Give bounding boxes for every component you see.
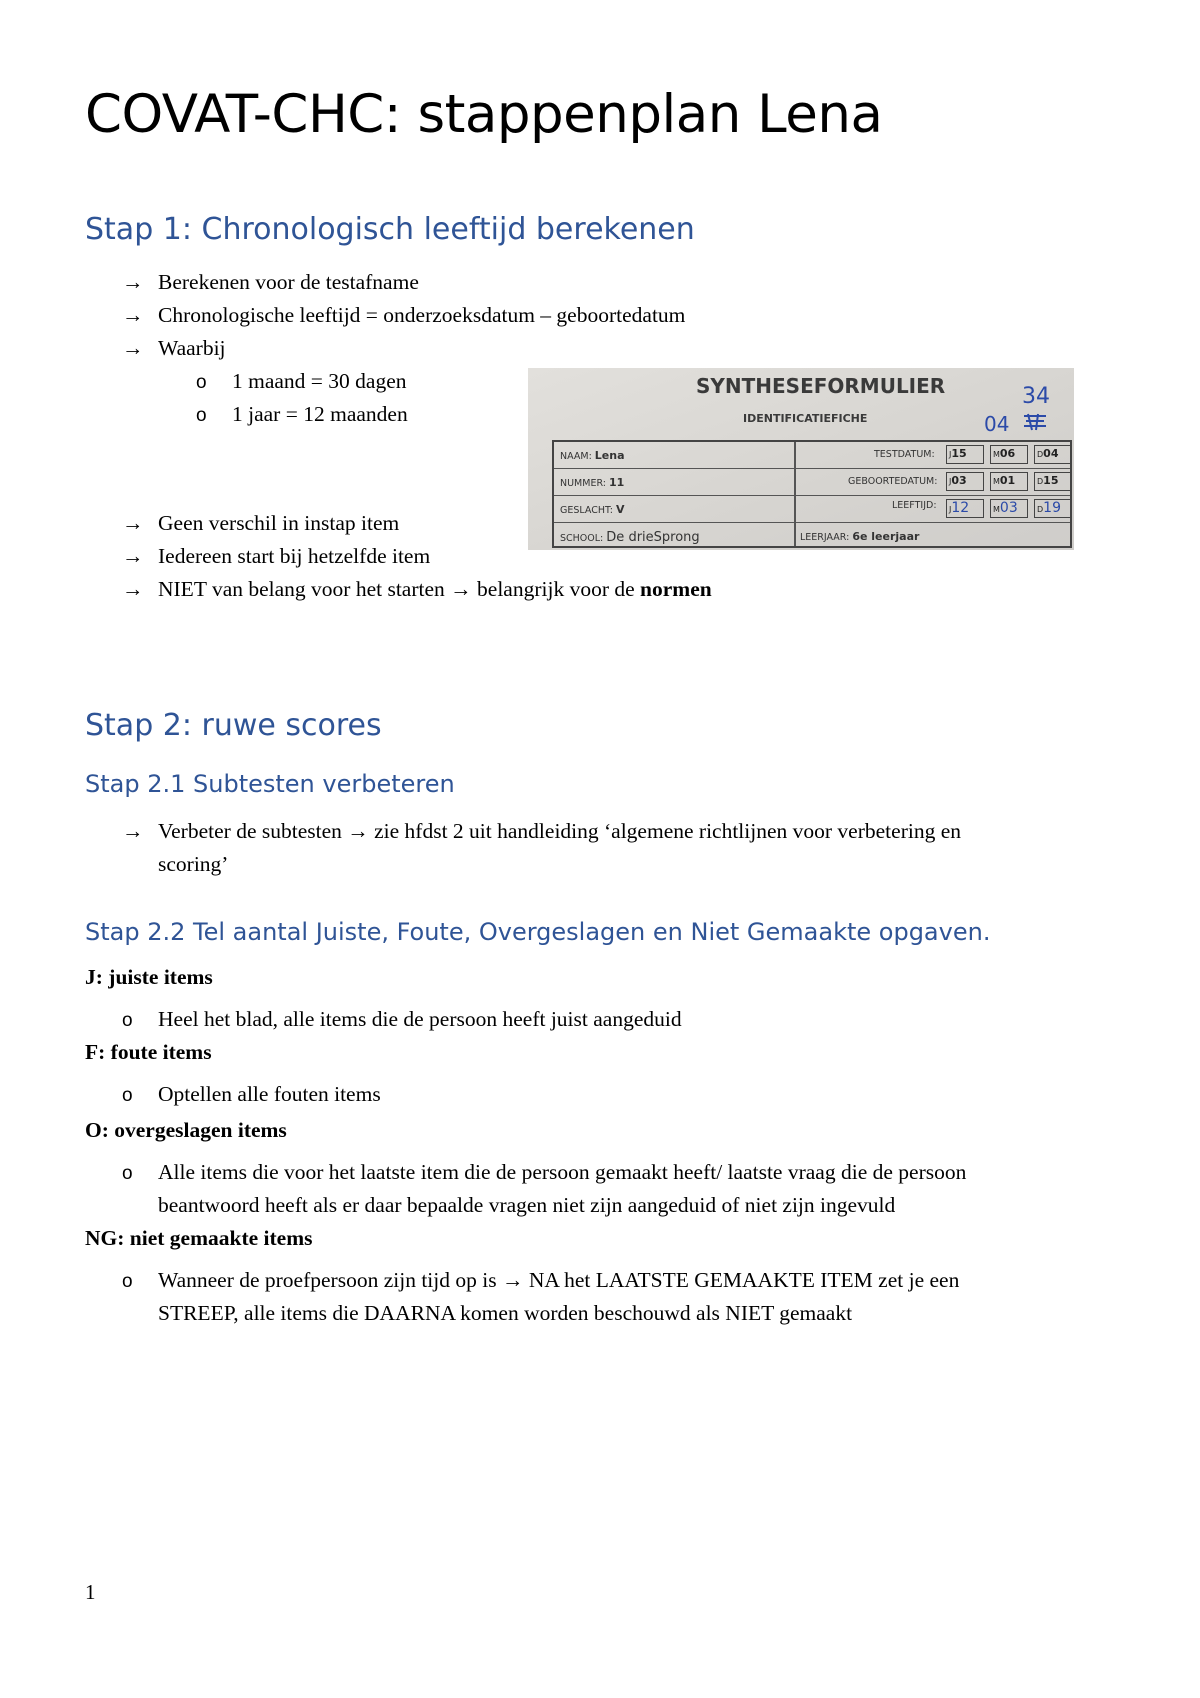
list-item-text: Iedereen start bij hetzelfde item: [158, 544, 431, 568]
sub-list-item: [196, 365, 407, 399]
arrow-icon: →: [122, 303, 144, 327]
form-box: J03: [946, 472, 984, 491]
sub-list-item: [196, 398, 408, 432]
list-item-text: NIET van belang voor het starten → belangrijk voor de: [158, 577, 641, 601]
sub-list-item-continuation: STREEP, alle items die DAARNA komen worden beschouwd als NIET gemaakt: [158, 1301, 853, 1325]
sub-list-item: [122, 1078, 381, 1112]
circle-bullet-icon: o: [122, 1271, 133, 1292]
form-row: [554, 469, 1070, 496]
handwritten-34: 34: [1022, 384, 1050, 409]
circle-bullet-icon: o: [196, 372, 207, 393]
label-juiste-items: J: juiste items: [85, 965, 213, 989]
form-row: [554, 496, 1070, 523]
list-item-text: Berekenen voor de testafname: [158, 270, 419, 294]
list-item-continuation: scoring’: [158, 852, 229, 876]
syntheseformulier-photo: [528, 368, 1074, 550]
scribble-icon: [1022, 412, 1048, 432]
sub-list-item-text: Wanneer de proefpersoon zijn tijd op is → NA het LAATSTE GEMAAKTE ITEM zet je een: [158, 1268, 960, 1292]
list-item-text: Verbeter de subtesten → zie hfdst 2 uit handleiding ‘algemene richtlijnen voor verbetering en: [158, 819, 961, 843]
sub-list-item-continuation: beantwoord heeft als er daar bepaalde vragen niet zijn aangeduid of niet zijn ingevuld: [158, 1193, 896, 1217]
form-subtitle: IDENTIFICATIEFICHE: [743, 412, 868, 425]
arrow-icon: →: [122, 511, 144, 535]
form-box: J12: [946, 499, 984, 518]
form-title: SYNTHESEFORMULIER: [696, 374, 946, 398]
form-label: LEERJAAR: 6e leerjaar: [800, 530, 920, 543]
sub-list-item-text: 1 maand = 30 dagen: [232, 369, 407, 393]
form-label: LEEFTIJD:: [892, 500, 937, 511]
list-item: [122, 540, 430, 573]
list-item: [122, 507, 399, 540]
arrow-icon: →: [122, 819, 144, 843]
sub-list-item-text: Alle items die voor het laatste item die de persoon gemaakt heeft/ laatste vraag die de persoon: [158, 1160, 967, 1184]
arrow-icon: →: [122, 336, 144, 360]
arrow-icon: →: [122, 544, 144, 568]
label-niet-gemaakte-items: NG: niet gemaakte items: [85, 1226, 313, 1250]
form-box: D04: [1034, 445, 1072, 464]
heading-stap-2-2: Stap 2.2 Tel aantal Juiste, Foute, Overgeslagen en Niet Gemaakte opgaven.: [85, 918, 991, 946]
circle-bullet-icon: o: [122, 1163, 133, 1184]
label-foute-items: F: foute items: [85, 1040, 212, 1064]
circle-bullet-icon: o: [122, 1085, 133, 1106]
sub-list-item-text: Optellen alle fouten items: [158, 1082, 381, 1106]
list-item: [122, 815, 961, 848]
list-item-text: Waarbij: [158, 336, 226, 360]
list-item: [122, 332, 226, 365]
sub-list-item-text: Heel het blad, alle items die de persoon heeft juist aangeduid: [158, 1007, 682, 1031]
form-box: M01: [990, 472, 1028, 491]
form-row: [554, 523, 1070, 550]
page-number: 1: [85, 1580, 96, 1604]
circle-bullet-icon: o: [196, 405, 207, 426]
arrow-icon: →: [122, 577, 144, 601]
list-item-text: Geen verschil in instap item: [158, 511, 400, 535]
list-item-text: Chronologische leeftijd = onderzoeksdatum – geboortedatum: [158, 303, 686, 327]
form-label: GESLACHT: V: [560, 503, 625, 516]
form-label: TESTDATUM:: [874, 449, 935, 460]
handwritten-04: 04: [984, 412, 1010, 436]
sub-list-item: [122, 1003, 682, 1037]
heading-stap-2-1: Stap 2.1 Subtesten verbeteren: [85, 770, 455, 798]
list-item: [122, 266, 419, 299]
heading-stap-2: Stap 2: ruwe scores: [85, 708, 382, 743]
sub-list-item: [122, 1156, 966, 1190]
form-table: [552, 440, 1072, 548]
sub-list-item-text: 1 jaar = 12 maanden: [232, 402, 408, 426]
form-label: GEBOORTEDATUM:: [848, 476, 938, 487]
form-label: NUMMER: 11: [560, 476, 625, 489]
heading-stap-1: Stap 1: Chronologisch leeftijd berekenen: [85, 212, 695, 247]
form-label: NAAM: Lena: [560, 449, 625, 462]
page-title: COVAT-CHC: stappenplan Lena: [85, 84, 883, 145]
sub-list-item: [122, 1264, 959, 1298]
form-box: D19: [1034, 499, 1072, 518]
circle-bullet-icon: o: [122, 1010, 133, 1031]
list-item: [122, 299, 685, 332]
form-label: SCHOOL: De drieSprong: [560, 530, 700, 545]
arrow-icon: →: [122, 270, 144, 294]
list-item-bold-text: normen: [640, 577, 712, 601]
form-box: M03: [990, 499, 1028, 518]
label-overgeslagen-items: O: overgeslagen items: [85, 1118, 287, 1142]
list-item: [122, 573, 712, 606]
form-box: J15: [946, 445, 984, 464]
form-box: D15: [1034, 472, 1072, 491]
form-row: [554, 442, 1070, 469]
form-box: M06: [990, 445, 1028, 464]
